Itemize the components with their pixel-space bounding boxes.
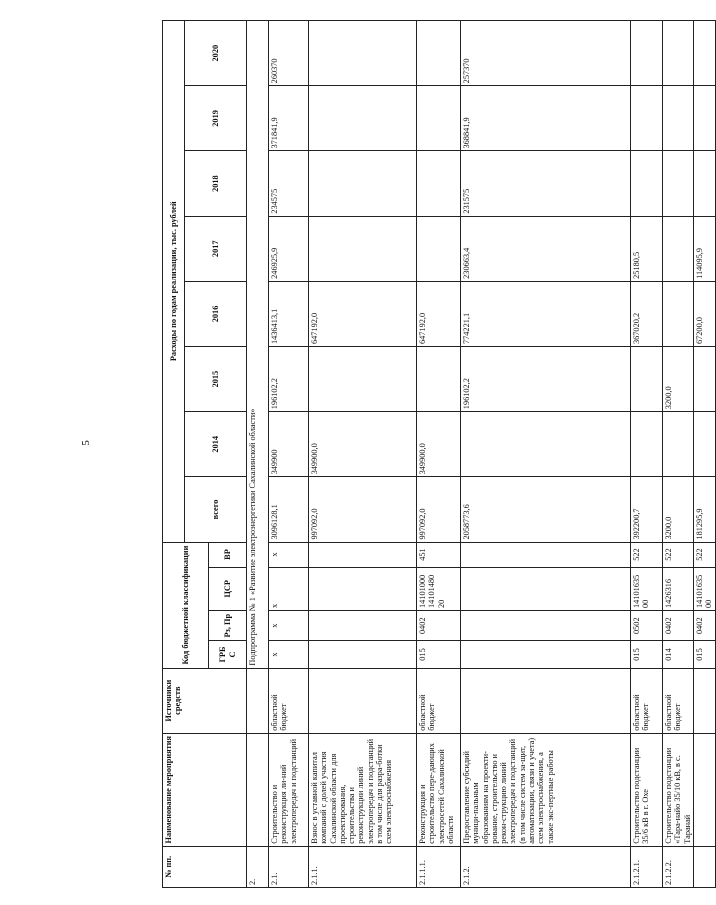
header-year-2020: 2020	[185, 21, 247, 86]
cell-y2014: 349900,0	[309, 412, 417, 477]
cell-y2014: 349900,0	[417, 412, 461, 477]
cell-rzpr: 0402	[417, 611, 461, 641]
header-budget-class: Код бюджетной классификации	[163, 542, 209, 668]
cell-y2014: 349900	[269, 412, 309, 477]
cell-y2020: 260370	[269, 21, 309, 86]
table-row	[631, 21, 663, 888]
cell-y2017: 25180,5	[631, 216, 663, 281]
cell-y2016: 647192,0	[417, 281, 461, 346]
cell-total: 997092,0	[309, 477, 417, 542]
cell-y2018	[693, 151, 715, 216]
header-grbs: ГРБ С	[209, 641, 247, 668]
cell-y2019	[417, 86, 461, 151]
cell-name: Реконструкция и строительство пере-дающих электросетей Сахалинской области	[417, 733, 461, 846]
cell-rzpr: 0402	[663, 611, 694, 641]
cell-num: 2.1.2.2.	[663, 846, 694, 887]
header-year-2016: 2016	[185, 281, 247, 346]
cell-grbs: 015	[693, 641, 715, 668]
cell-y2018	[663, 151, 694, 216]
cell-y2020	[309, 21, 417, 86]
row-num: 2.	[247, 846, 269, 887]
table-row	[269, 21, 309, 888]
table-row	[663, 21, 694, 888]
table-rows	[269, 21, 716, 888]
row-source	[247, 668, 269, 733]
cell-num: 2.1.1.1.	[417, 846, 461, 887]
cell-grbs: 015	[417, 641, 461, 668]
cell-vr: х	[269, 542, 309, 567]
cell-total: 3200,0	[663, 477, 694, 542]
cell-y2020	[663, 21, 694, 86]
cell-name: Взнос в уставной капитал компаний с долей участия Сахалинской области для проектирования, строительства и реконструкции линий электропередач и подстанций в том числе для разра-ботки схем электроснабжения	[309, 733, 417, 846]
cell-y2015	[693, 347, 715, 412]
table-row	[461, 21, 631, 888]
cell-rzpr	[309, 611, 417, 641]
cell-y2020	[631, 21, 663, 86]
header-year-2015: 2015	[185, 347, 247, 412]
cell-num: 2.1.2.	[461, 846, 631, 887]
cell-source	[309, 668, 417, 733]
cell-vr: 451	[417, 542, 461, 567]
table-row	[417, 21, 461, 888]
cell-y2014	[693, 412, 715, 477]
cell-source: областной бюджет	[631, 668, 663, 733]
cell-y2018	[309, 151, 417, 216]
cell-rzpr: 0402	[693, 611, 715, 641]
cell-y2019: 371841,9	[269, 86, 309, 151]
header-year-2014: 2014	[185, 412, 247, 477]
cell-y2016	[663, 281, 694, 346]
cell-y2017: 230663,4	[461, 216, 631, 281]
table-row	[693, 21, 715, 888]
cell-num: 2.1.2.1.	[631, 846, 663, 887]
cell-y2020: 257370	[461, 21, 631, 86]
cell-y2014	[461, 412, 631, 477]
expenses-table	[162, 20, 716, 888]
cell-source: областной бюджет	[663, 668, 694, 733]
cell-csr: х	[269, 567, 309, 610]
subprogram-title: Подпрограмма № 1 «Развитие электроэнергетики Сахалинской области»	[247, 21, 269, 669]
cell-total: 392200,7	[631, 477, 663, 542]
cell-y2015: 196102,2	[269, 347, 309, 412]
cell-y2016: 647192,0	[309, 281, 417, 346]
row-name	[247, 733, 269, 846]
cell-num: 2.1.	[269, 846, 309, 887]
cell-y2015: 196102,2	[461, 347, 631, 412]
cell-vr	[461, 542, 631, 567]
cell-y2020	[417, 21, 461, 86]
cell-y2014	[631, 412, 663, 477]
cell-grbs	[309, 641, 417, 668]
cell-grbs: х	[269, 641, 309, 668]
cell-y2017	[417, 216, 461, 281]
cell-y2019	[663, 86, 694, 151]
cell-y2018	[631, 151, 663, 216]
cell-y2017: 114095,9	[693, 216, 715, 281]
cell-grbs: 014	[663, 641, 694, 668]
header-num: № пп.	[163, 846, 247, 887]
cell-y2014	[663, 412, 694, 477]
cell-num: 2.1.1.	[309, 846, 417, 887]
cell-source	[461, 668, 631, 733]
cell-total: 997092,0	[417, 477, 461, 542]
cell-name: Предоставление субсидий муници-пальным образованиям на проекти-рование, строительство и рекон-струкцию линий электропередач и подстанций (в том числе систем за-щит, автоматизации, связи и учета) схем электроснабжения, а также экс-пертные работы	[461, 733, 631, 846]
cell-num	[693, 846, 715, 887]
cell-y2018: 234575	[269, 151, 309, 216]
cell-y2015: 3200,0	[663, 347, 694, 412]
cell-y2017: 246925,9	[269, 216, 309, 281]
header-name: Наименование мероприятия	[163, 733, 247, 846]
cell-rzpr: 0502	[631, 611, 663, 641]
cell-y2016: 367020,2	[631, 281, 663, 346]
cell-grbs	[461, 641, 631, 668]
cell-csr: 14101000 14101480 20	[417, 567, 461, 610]
cell-rzpr	[461, 611, 631, 641]
cell-vr: 522	[663, 542, 694, 567]
header-expenses: Расходы по годам реализации, тыс. рублей	[163, 21, 185, 543]
cell-vr: 522	[631, 542, 663, 567]
cell-y2020	[693, 21, 715, 86]
cell-source: областной бюджет	[417, 668, 461, 733]
cell-csr	[309, 567, 417, 610]
cell-y2015	[309, 347, 417, 412]
header-rzpr: Рз, Пр	[209, 611, 247, 641]
header-year-2017: 2017	[185, 216, 247, 281]
page-number: 5	[80, 440, 92, 446]
cell-y2019	[693, 86, 715, 151]
cell-source: областной бюджет	[269, 668, 309, 733]
cell-grbs: 015	[631, 641, 663, 668]
cell-y2018	[417, 151, 461, 216]
cell-y2017	[309, 216, 417, 281]
cell-total: 3096128,1	[269, 477, 309, 542]
header-vr: ВР	[209, 542, 247, 567]
cell-name	[693, 733, 715, 846]
cell-y2019	[631, 86, 663, 151]
cell-source	[693, 668, 715, 733]
cell-csr: 14101635 00	[693, 567, 715, 610]
subprogram-row	[247, 21, 269, 888]
cell-y2019	[309, 86, 417, 151]
cell-y2019: 368841,9	[461, 86, 631, 151]
header-total: всего	[185, 477, 247, 542]
cell-name: Строительство подстанции 35/6 кВ в г. Охе	[631, 733, 663, 846]
cell-name: Строительство подстанции «Тара-найо 35/10 кВ, в с. Таранай	[663, 733, 694, 846]
cell-csr	[461, 567, 631, 610]
cell-y2016: 1436413,1	[269, 281, 309, 346]
cell-y2017	[663, 216, 694, 281]
cell-y2016: 67200,0	[693, 281, 715, 346]
cell-y2015	[631, 347, 663, 412]
header-year-2019: 2019	[185, 86, 247, 151]
cell-name: Строительство и реконструкция ли-ний электропередач и подстанций	[269, 733, 309, 846]
cell-total: 2058773,6	[461, 477, 631, 542]
header-sources: Источники средств	[163, 668, 247, 733]
cell-y2018: 231575	[461, 151, 631, 216]
rotated-table-container	[162, 20, 714, 888]
cell-vr: 522	[693, 542, 715, 567]
cell-csr: 14101635 00	[631, 567, 663, 610]
cell-total: 181295,9	[693, 477, 715, 542]
cell-y2016: 774221,1	[461, 281, 631, 346]
cell-rzpr: х	[269, 611, 309, 641]
header-csr: ЦСР	[209, 567, 247, 610]
header-year-2018: 2018	[185, 151, 247, 216]
table-row	[309, 21, 417, 888]
cell-y2015	[417, 347, 461, 412]
cell-vr	[309, 542, 417, 567]
cell-csr: 1426316	[663, 567, 694, 610]
